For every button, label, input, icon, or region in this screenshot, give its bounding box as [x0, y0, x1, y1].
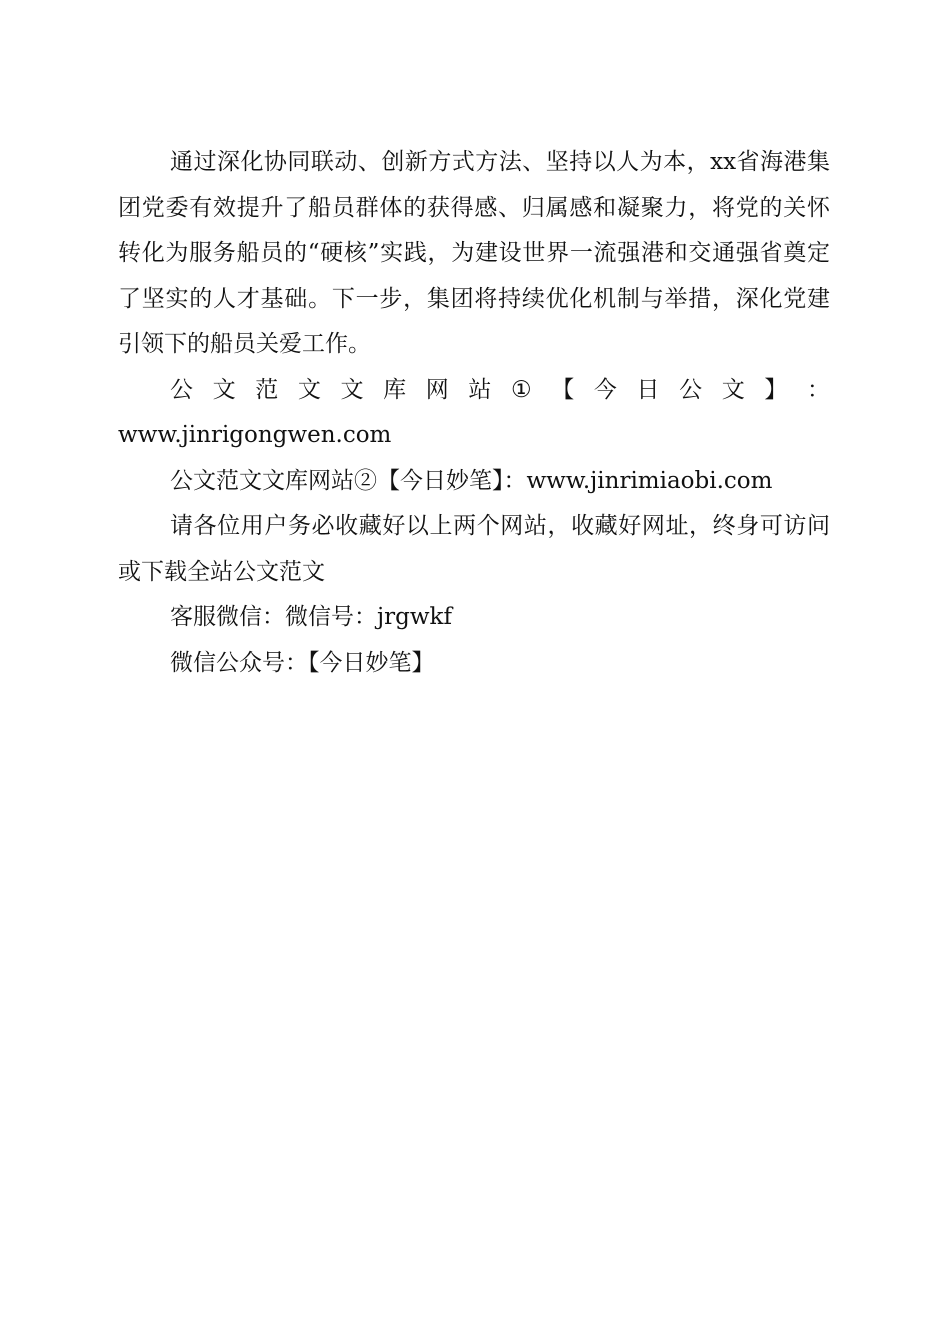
- site2-line: 公文范文文库网站②【今日妙笔】：www.jinrimiaobi.com: [170, 467, 773, 494]
- site1-label-char: 】: [764, 376, 788, 403]
- site1-label-char: 范: [255, 376, 279, 403]
- site1-label: [118, 368, 830, 414]
- site1-label-char: 公: [679, 376, 703, 403]
- site1-label-char: 公: [170, 376, 193, 403]
- service-wechat: 客服微信：微信号：jrgwkf: [170, 604, 452, 630]
- site1-label-char: 文: [297, 376, 321, 403]
- site1-label-char: 今: [593, 376, 617, 403]
- site1-label-char: 网: [425, 376, 449, 403]
- site1-label-char: 文: [212, 376, 236, 403]
- site1-label-char: 文: [721, 376, 745, 403]
- site1-label-char: ：: [807, 376, 830, 403]
- site1-label-char: 文: [340, 376, 364, 403]
- public-account: 微信公众号：【今日妙笔】: [170, 649, 435, 676]
- site1-label-char: 【: [551, 376, 575, 403]
- site1-label-char: ①: [511, 376, 532, 403]
- document-body: [118, 140, 830, 686]
- body-paragraph: 通过深化协同联动、创新方式方法、坚持以人为本，xx省海港集团党委有效提升了船员群体的获得感、归属感和凝聚力，将党的关怀转化为服务船员的“硬核”实践，为建设世界一流强港和交通强省奠定了坚实的人才基础。下一步，集团将持续优化机制与举措，深化党建引领下的船员关爱工作。: [118, 149, 830, 357]
- site1-url: www.jinrigongwen.com: [118, 422, 392, 448]
- site1-label-char: 库: [383, 376, 407, 403]
- site1-label-char: 站: [468, 376, 492, 403]
- notice-paragraph: 请各位用户务必收藏好以上两个网站，收藏好网址，终身可访问或下载全站公文范文: [118, 513, 830, 585]
- site1-label-char: 日: [636, 376, 660, 403]
